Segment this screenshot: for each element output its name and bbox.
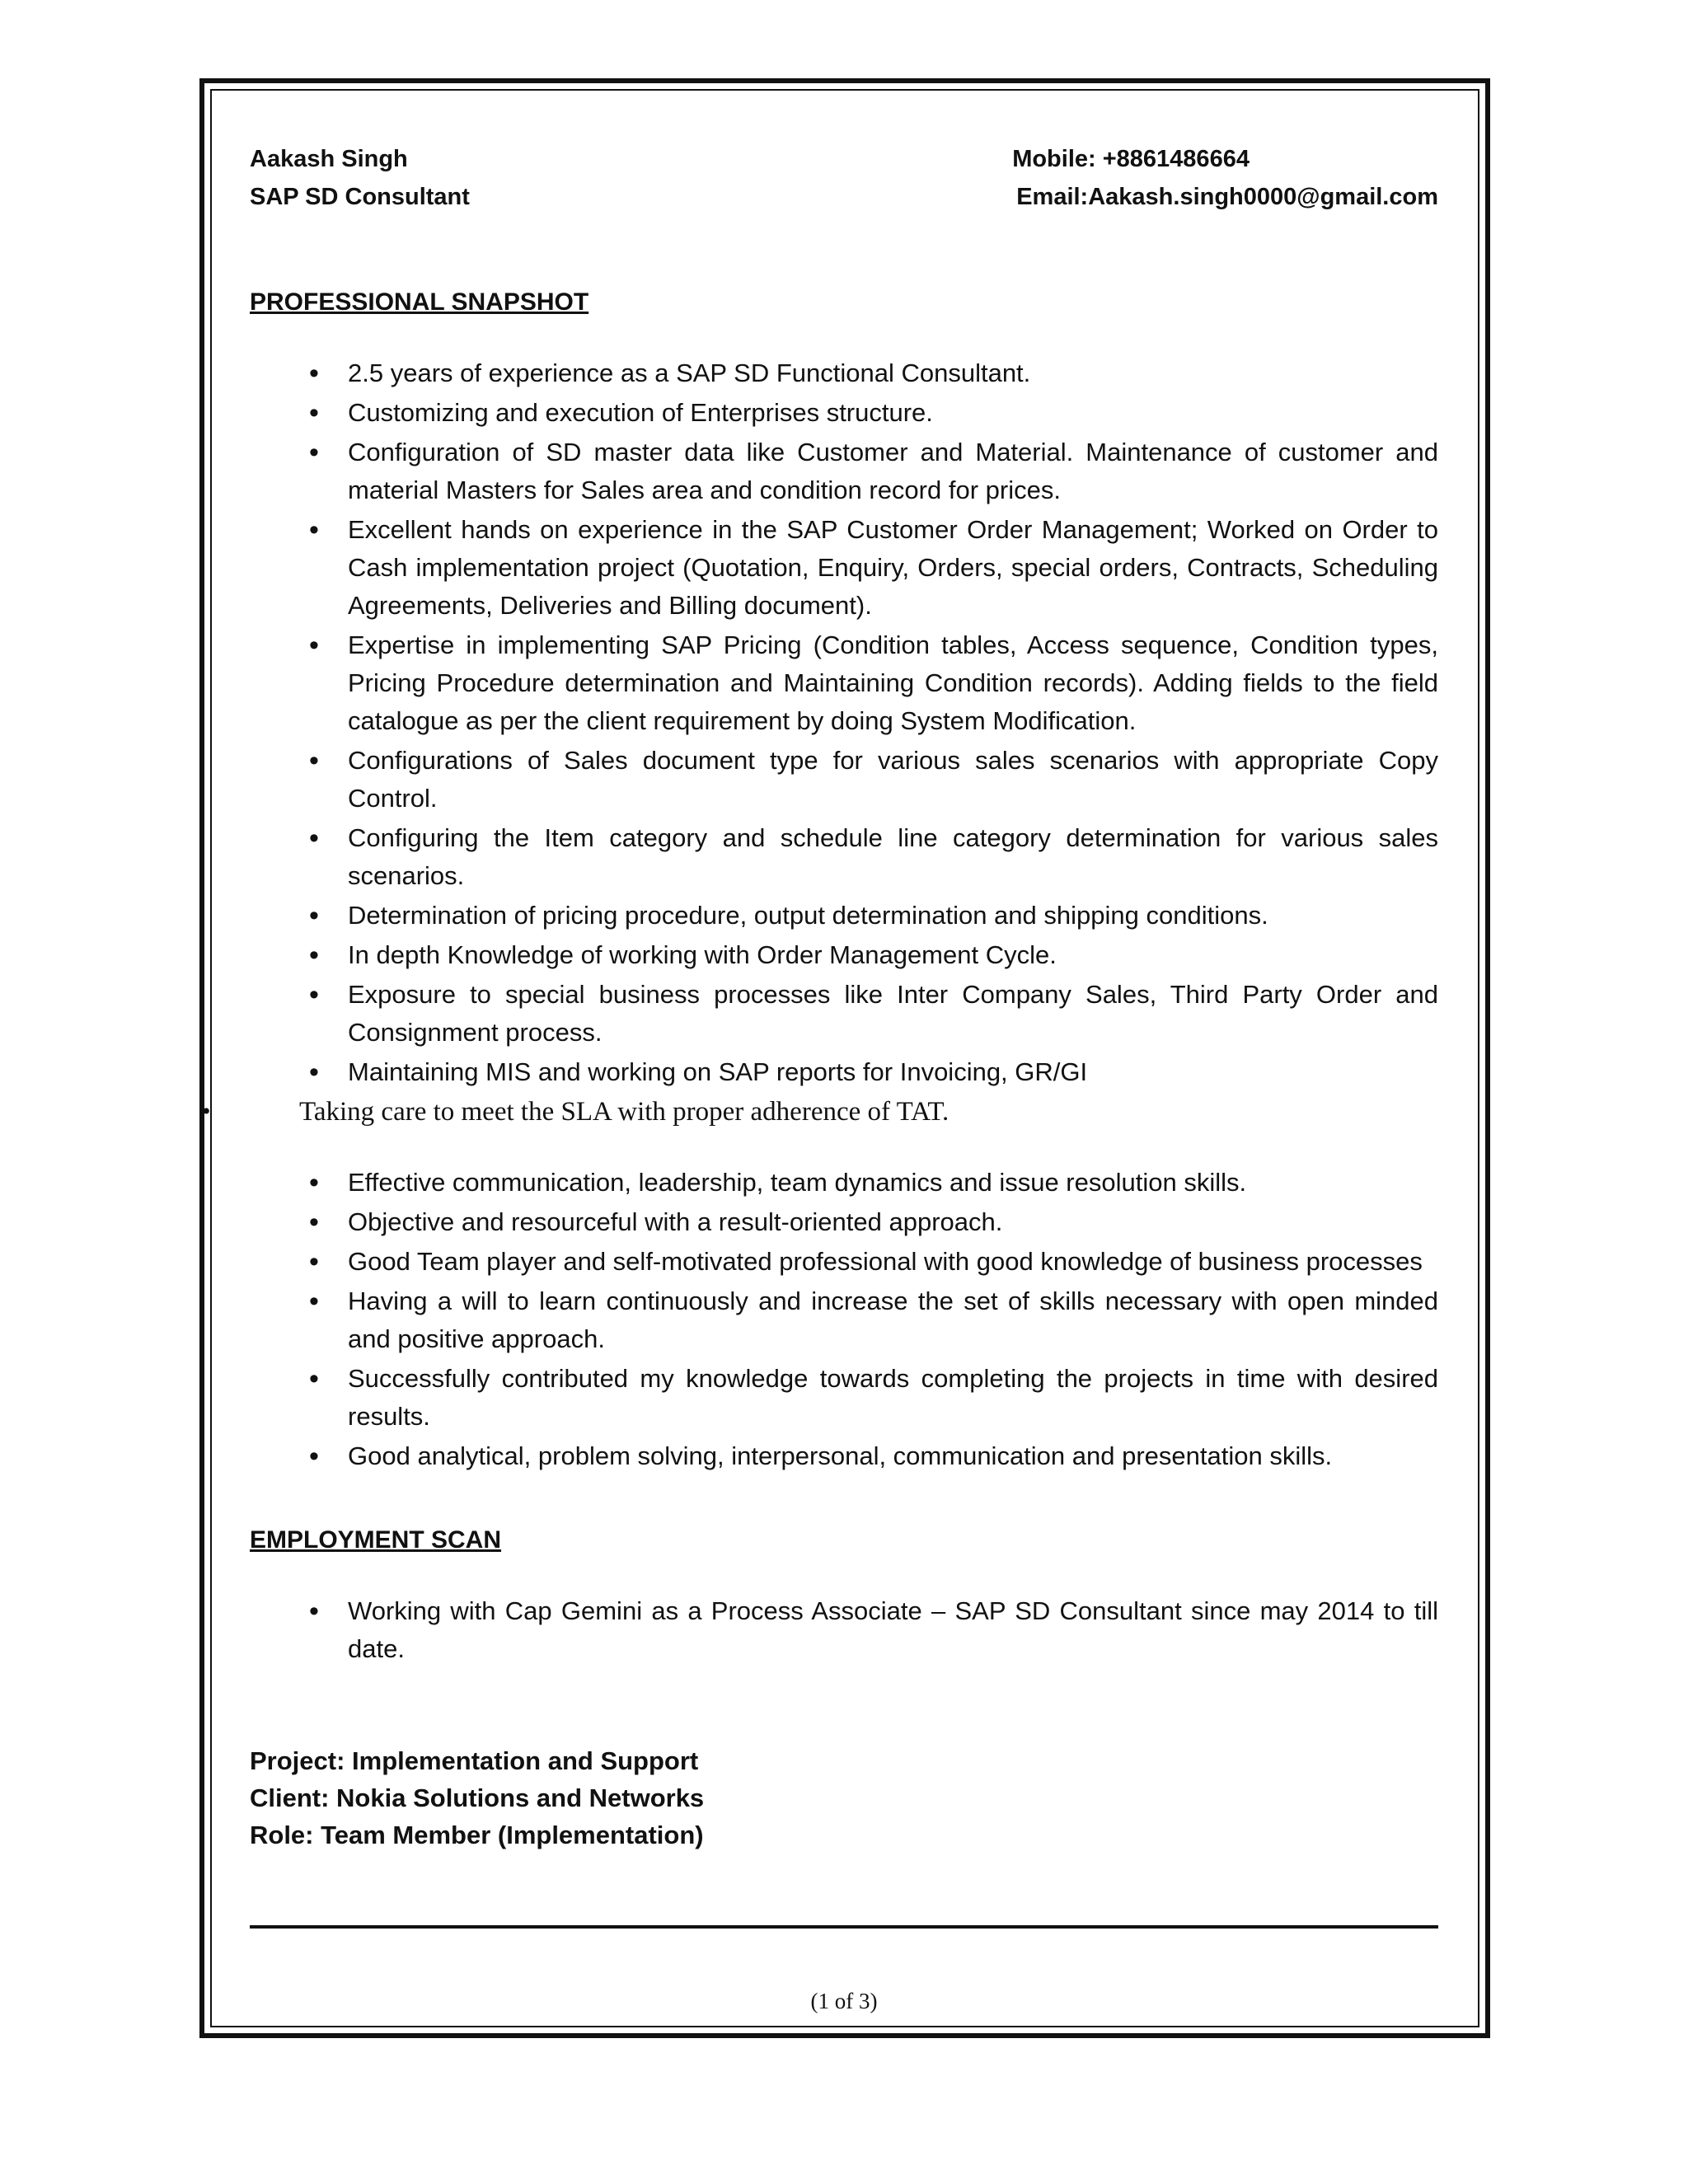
contact-header (250, 140, 1438, 216)
list-item: • Exposure to special business processes like Inter Company Sales, Third Party Order and Consignment process. (250, 976, 1438, 1052)
bullet-icon: • (202, 1098, 211, 1125)
email-address: Email:Aakash.singh0000@gmail.com (1016, 184, 1438, 210)
candidate-name: Aakash Singh (250, 146, 408, 172)
list-item: • Expertise in implementing SAP Pricing (Condition tables, Access sequence, Condition types, Pricing Procedure determination and Maintaining Condition records). Adding fields to the field catalogue as per the client requirement by doing System Modification. (250, 626, 1438, 740)
mobile-number: Mobile: +8861486664 (1012, 146, 1250, 172)
resume-content (202, 140, 1438, 1854)
list-item: • In depth Knowledge of working with Order Management Cycle. (250, 936, 1438, 974)
employment-list (250, 1592, 1438, 1668)
footer-divider (250, 1925, 1438, 1929)
snapshot-list (250, 354, 1438, 1091)
section-title-snapshot: PROFESSIONAL SNAPSHOT (250, 288, 589, 316)
project-name: Project: Implementation and Support (250, 1746, 699, 1775)
list-item: • Objective and resourceful with a result-oriented approach. (250, 1203, 1438, 1241)
list-item: • Having a will to learn continuously and increase the set of skills necessary with open minded and positive approach. (250, 1282, 1438, 1358)
list-item: • Configurations of Sales document type for various sales scenarios with appropriate Copy Control. (250, 742, 1438, 818)
project-role: Role: Team Member (Implementation) (250, 1821, 704, 1849)
list-item: • Good analytical, problem solving, interpersonal, communication and presentation skills. (250, 1437, 1438, 1475)
list-item: • Successfully contributed my knowledge towards completing the projects in time with desired results. (250, 1360, 1438, 1436)
sla-line (202, 1093, 1438, 1131)
list-item: • 2.5 years of experience as a SAP SD Functional Consultant. (250, 354, 1438, 392)
header-left (250, 140, 470, 216)
header-right (1012, 140, 1438, 216)
candidate-role: SAP SD Consultant (250, 184, 470, 210)
list-item: • Good Team player and self-motivated professional with good knowledge of business processes (250, 1243, 1438, 1281)
list-item: • Configuring the Item category and schedule line category determination for various sales scenarios. (250, 819, 1438, 895)
list-item: • Determination of pricing procedure, output determination and shipping conditions. (250, 897, 1438, 935)
list-item: • Working with Cap Gemini as a Process Associate – SAP SD Consultant since may 2014 to till date. (250, 1592, 1438, 1668)
project-client: Client: Nokia Solutions and Networks (250, 1783, 705, 1812)
page-number: (1 of 3) (810, 1989, 878, 2013)
list-item: • Effective communication, leadership, team dynamics and issue resolution skills. (250, 1164, 1438, 1202)
list-item: • Customizing and execution of Enterprises structure. (250, 394, 1438, 432)
list-item: • Maintaining MIS and working on SAP reports for Invoicing, GR/GI (250, 1053, 1438, 1091)
list-item: • Configuration of SD master data like Customer and Material. Maintenance of customer and material Masters for Sales area and condition record for prices. (250, 434, 1438, 509)
snapshot-list-continued (250, 1164, 1438, 1475)
project-details (250, 1742, 1438, 1854)
sla-text: Taking care to meet the SLA with proper adherence of TAT. (299, 1097, 950, 1127)
section-title-employment: EMPLOYMENT SCAN (250, 1526, 502, 1554)
list-item: • Excellent hands on experience in the SAP Customer Order Management; Worked on Order to Cash implementation project (Quotation, Enquiry, Orders, special orders, Contracts, Scheduling Agreements, Deliveries and Billing document). (250, 511, 1438, 625)
